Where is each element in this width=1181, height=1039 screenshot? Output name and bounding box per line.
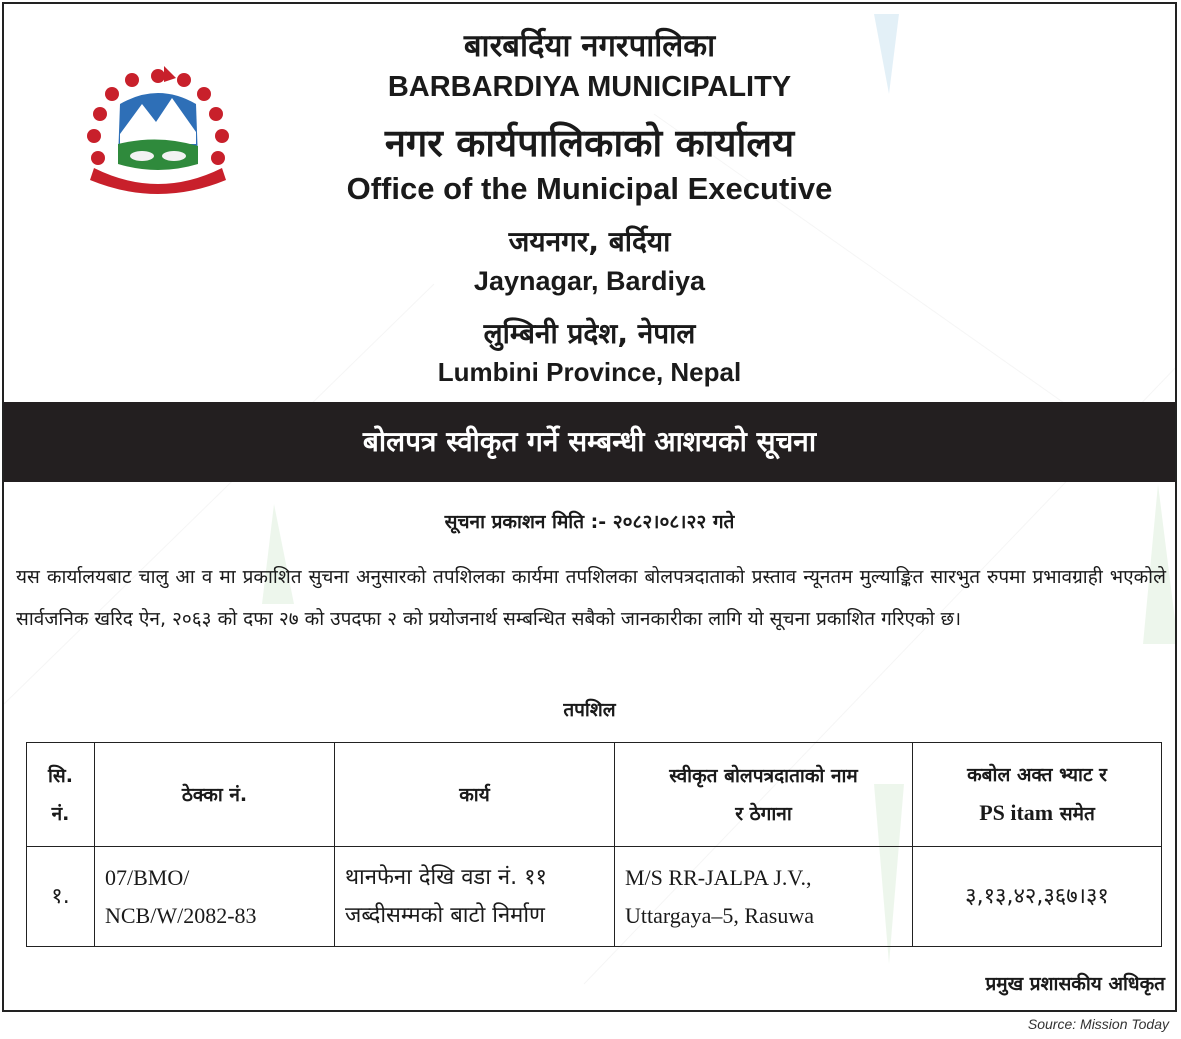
publication-date: सूचना प्रकाशन मिति :- २०८२।०८।२२ गते — [444, 511, 735, 533]
signatory-title: प्रमुख प्रशासकीय अधिकृत — [985, 973, 1165, 995]
province-en: Lumbini Province, Nepal — [437, 357, 742, 387]
header-work: कार्य — [335, 743, 615, 847]
award-table — [26, 742, 1162, 947]
notice-body: यस कार्यालयबाट चालु आ व मा प्रकाशित सुचना अनुसारको तपशिलका कार्यमा तपशिलका बोलपत्रदाताको प्रस्ताव न्यूनतम मुल्याङ्कित सारभुत रुपमा प्रभावग्राही भएकोले सार्वजनिक खरिद ऐन, २०६३ को दफा २७ को उपदफा २ को प्रयोजनार्थ सम्बन्धित सबैको जानकारीका लागि यो सूचना प्रकाशित गरिएको छ। — [16, 566, 1166, 630]
notice-frame — [2, 2, 1177, 1012]
header-contract-no: ठेक्का नं. — [95, 743, 335, 847]
cell-contract-no: 07/BMO/ NCB/W/2082-83 — [95, 847, 335, 947]
header-serial: सि. नं. — [27, 743, 95, 847]
municipality-name-np: बारबर्दिया नगरपालिका — [463, 28, 716, 64]
source-credit: Source: Mission Today — [1027, 1016, 1169, 1032]
office-name-en: Office of the Municipal Executive — [346, 171, 833, 206]
city-np: जयनगर, बर्दिया — [508, 225, 671, 258]
city-en: Jaynagar, Bardiya — [473, 266, 706, 296]
notice-title-banner: बोलपत्र स्वीकृत गर्ने सम्बन्धी आशयको सूचना — [4, 402, 1175, 482]
table-row — [27, 847, 1162, 947]
province-np: लुम्बिनी प्रदेश, नेपाल — [483, 317, 696, 350]
cell-amount: ३,१३,४२,३६७।३१ — [913, 847, 1162, 947]
header-amount: कबोल अक्त भ्याट र PS itam समेत — [913, 743, 1162, 847]
office-name-np: नगर कार्यपालिकाको कार्यालय — [384, 121, 795, 165]
schedule-title: तपशिल — [563, 699, 616, 721]
header-bidder: स्वीकृत बोलपत्रदाताको नाम र ठेगाना — [615, 743, 913, 847]
cell-bidder: M/S RR-JALPA J.V., Uttargaya–5, Rasuwa — [615, 847, 913, 947]
municipality-name-en: BARBARDIYA MUNICIPALITY — [387, 71, 792, 103]
table-header-row — [27, 743, 1162, 847]
cell-serial: १. — [27, 847, 95, 947]
cell-work: थानफेना देखि वडा नं. ११ जब्दीसम्मको बाटो निर्माण — [335, 847, 615, 947]
